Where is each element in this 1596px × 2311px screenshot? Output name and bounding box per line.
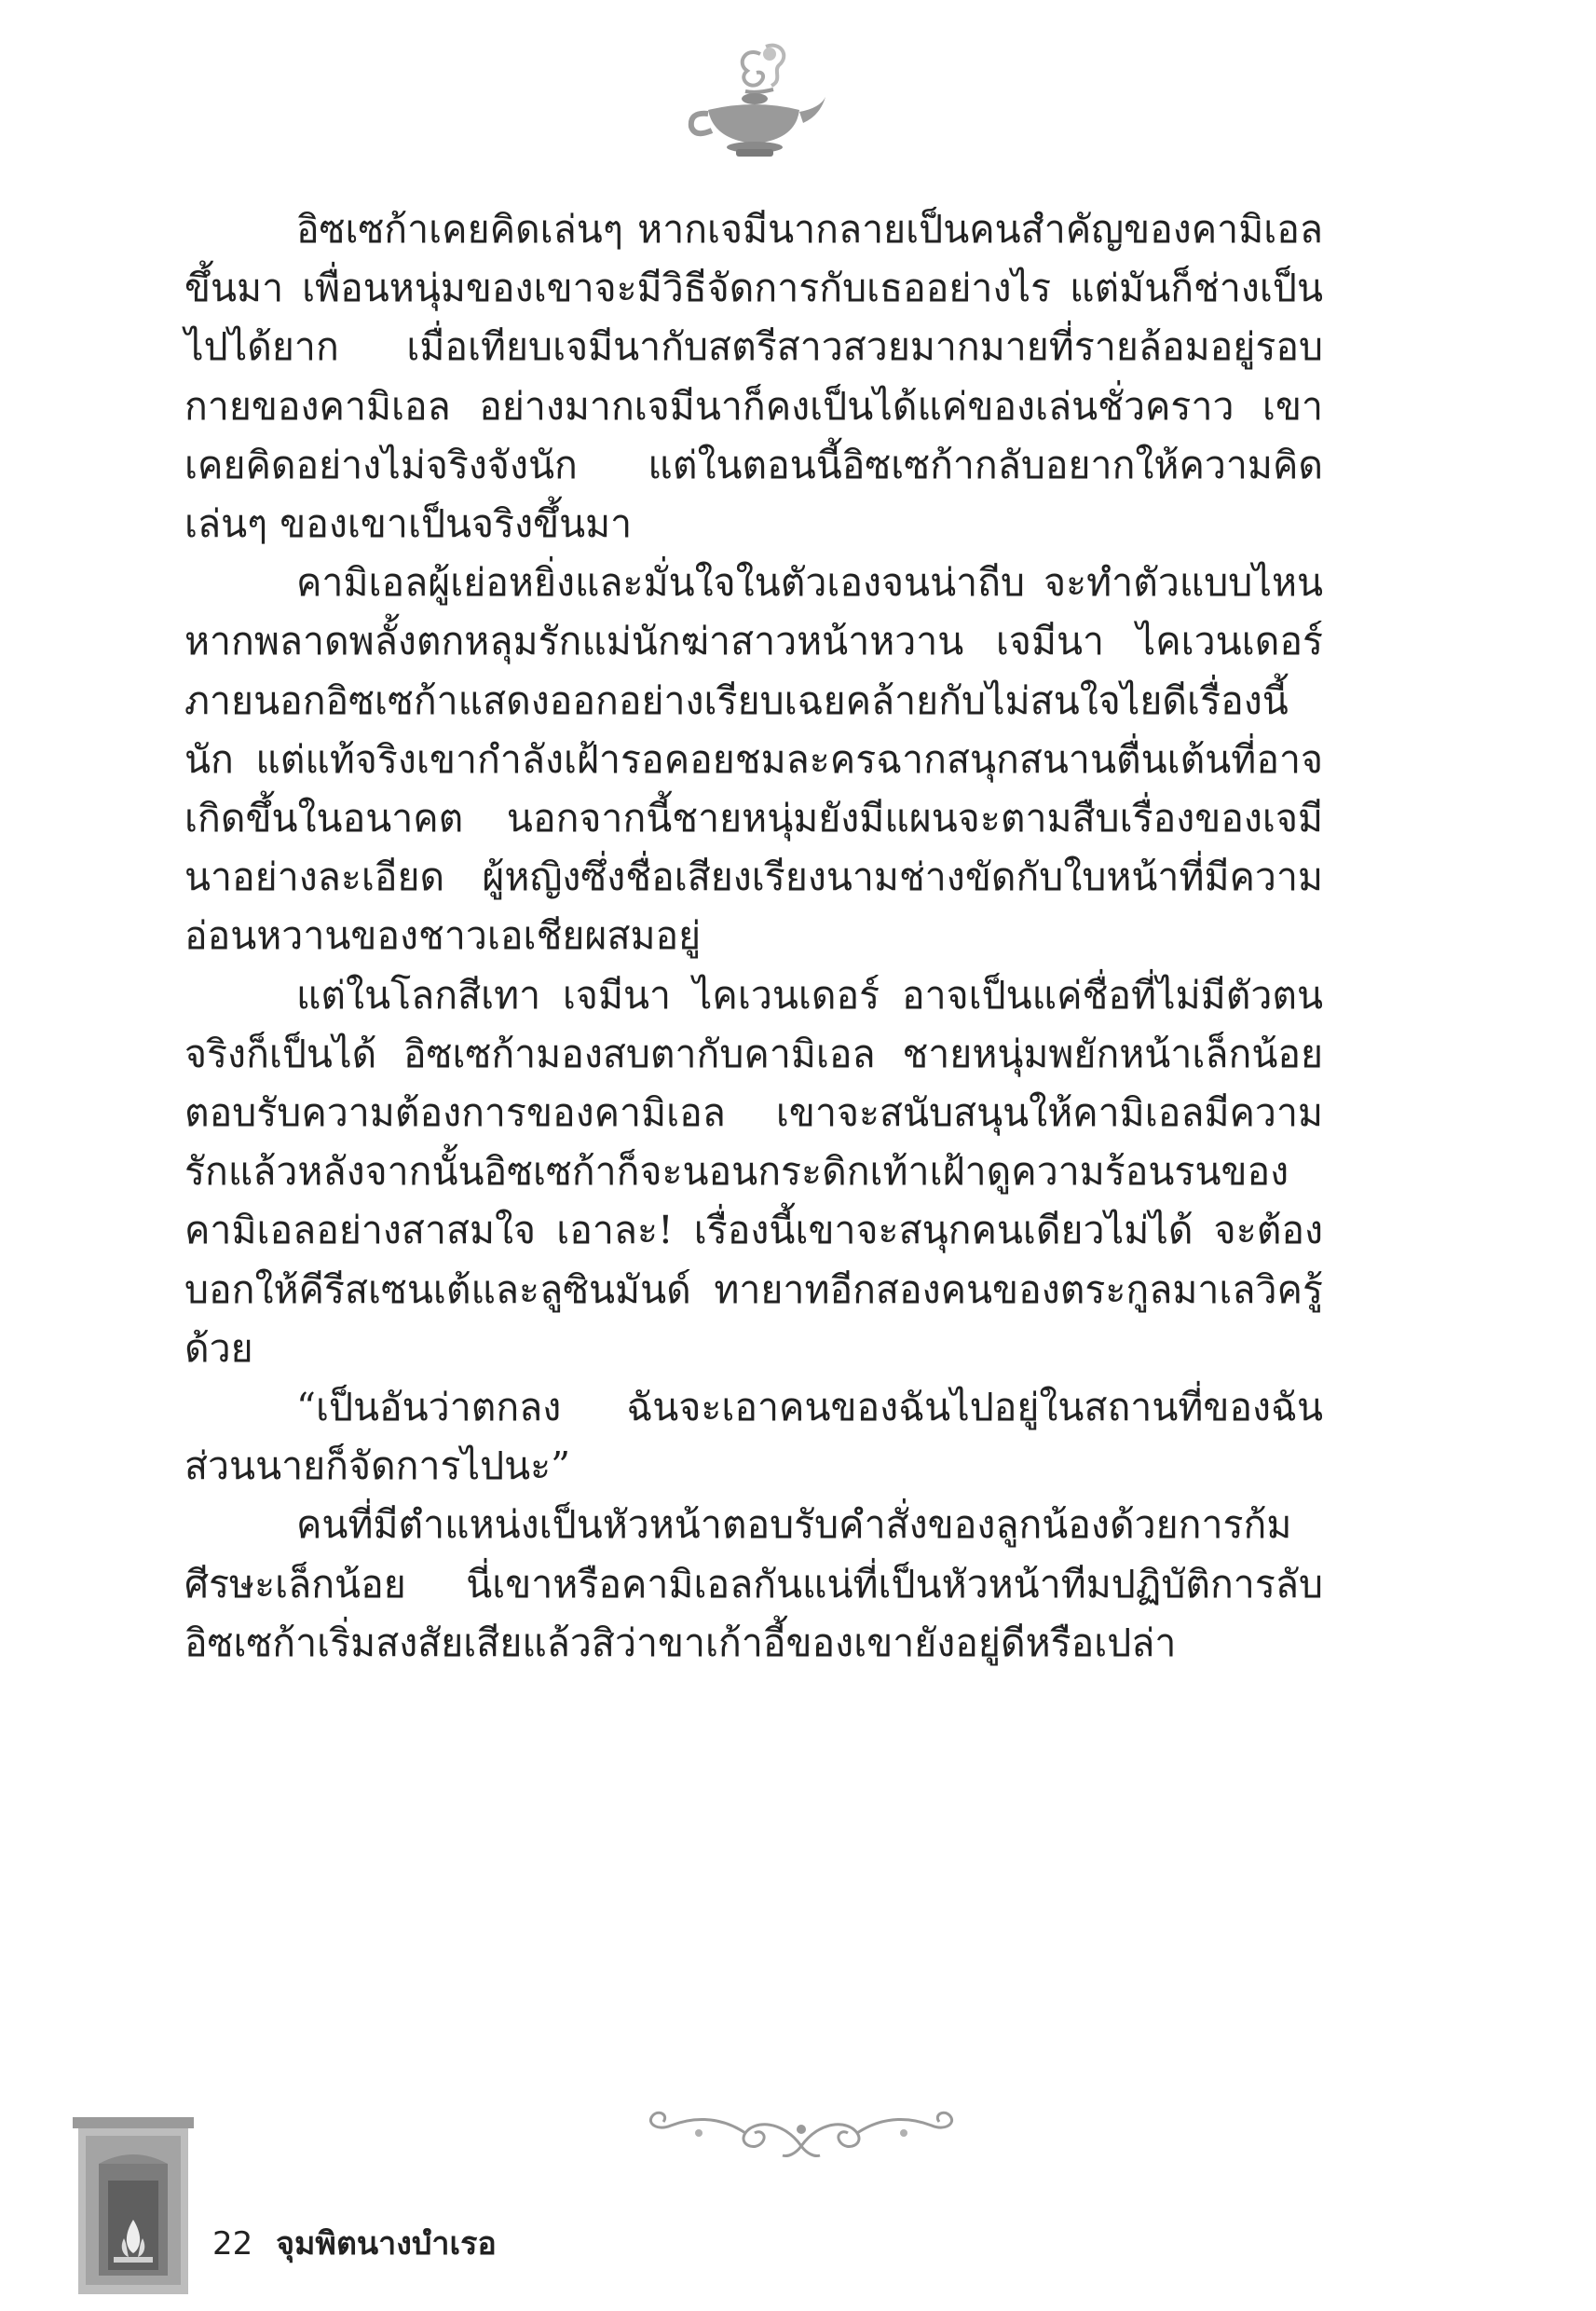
body-text [184, 200, 1323, 2083]
page-number: 22 [212, 2225, 253, 2263]
fireplace-icon [73, 2108, 194, 2294]
genie-lamp-icon [680, 37, 829, 163]
paragraph: คามิเอลผู้เย่อหยิ่งและมั่นใจในตัวเองจนน่าถีบ จะทำตัวแบบไหนหากพลาดพลั้งตกหลุมรักแม่นักฆ่าสาวหน้าหวาน เจมีนา ไคเวนเดอร์ ภายนอกอิซเซก้าแสดงออกอย่างเรียบเฉยคล้ายกับไม่สนใจไยดีเรื่องนี้นัก แต่แท้จริงเขากำลังเฝ้ารอคอยชมละครฉากสนุกสนานตื่นเต้นที่อาจเกิดขึ้นในอนาคต นอกจากนี้ชายหนุ่มยังมีแผนจะตามสืบเรื่องของเจมีนาอย่างละเอียด ผู้หญิงซึ่งชื่อเสียงเรียงนามช่างขัดกับใบหน้าที่มีความอ่อนหวานของชาวเอเชียผสมอยู่ [184, 560, 1323, 959]
paragraph: แต่ในโลกสีเทา เจมีนา ไคเวนเดอร์ อาจเป็นแค่ชื่อที่ไม่มีตัวตนจริงก็เป็นได้ อิซเซก้ามองสบตากับคามิเอล ชายหนุ่มพยักหน้าเล็กน้อยตอบรับความต้องการของคามิเอล เขาจะสนับสนุนให้คามิเอลมีความรักแล้วหลังจากนั้นอิซเซก้าก็จะนอนกระดิกเท้าเฝ้าดูความร้อนรนของคามิเอลอย่างสาสมใจ เอาละ! เรื่องนี้เขาจะสนุกคนเดียวไม่ได้ จะต้องบอกให้คีรีสเซนเต้และลูซินมันด์ ทายาทอีกสองคนของตระกูลมาเลวิครู้ด้วย [184, 972, 1323, 1371]
flourish-divider-icon [624, 2092, 978, 2162]
paragraph: อิซเซก้าเคยคิดเล่นๆ หากเจมีนากลายเป็นคนสำคัญของคามิเอลขึ้นมา เพื่อนหนุ่มของเขาจะมีวิธีจัดการกับเธออย่างไร แต่มันก็ช่างเป็นไปได้ยาก เมื่อเทียบเจมีนากับสตรีสาวสวยมากมายที่รายล้อมอยู่รอบกายของคามิเอล อย่างมากเจมีนาก็คงเป็นได้แค่ของเล่นชั่วคราว เขาเคยคิดอย่างไม่จริงจังนัก แต่ในตอนนี้อิซเซก้ากลับอยากให้ความคิดเล่นๆ ของเขาเป็นจริงขึ้นมา [184, 207, 1323, 547]
paragraph: “เป็นอันว่าตกลง ฉันจะเอาคนของฉันไปอยู่ในสถานที่ของฉัน ส่วนนายก็จัดการไปนะ” [184, 1385, 1323, 1489]
page-footer [212, 2218, 497, 2268]
paragraph: คนที่มีตำแหน่งเป็นหัวหน้าตอบรับคำสั่งของลูกน้องด้วยการก้มศีรษะเล็กน้อย นี่เขาหรือคามิเอลกันแน่ที่เป็นหัวหน้าทีมปฏิบัติการลับ อิซเซก้าเริ่มสงสัยเสียแล้วสิว่าขาเก้าอี้ของเขายังอยู่ดีหรือเปล่า [184, 1502, 1323, 1665]
book-title: จุมพิตนางบำเรอ [276, 2225, 497, 2263]
